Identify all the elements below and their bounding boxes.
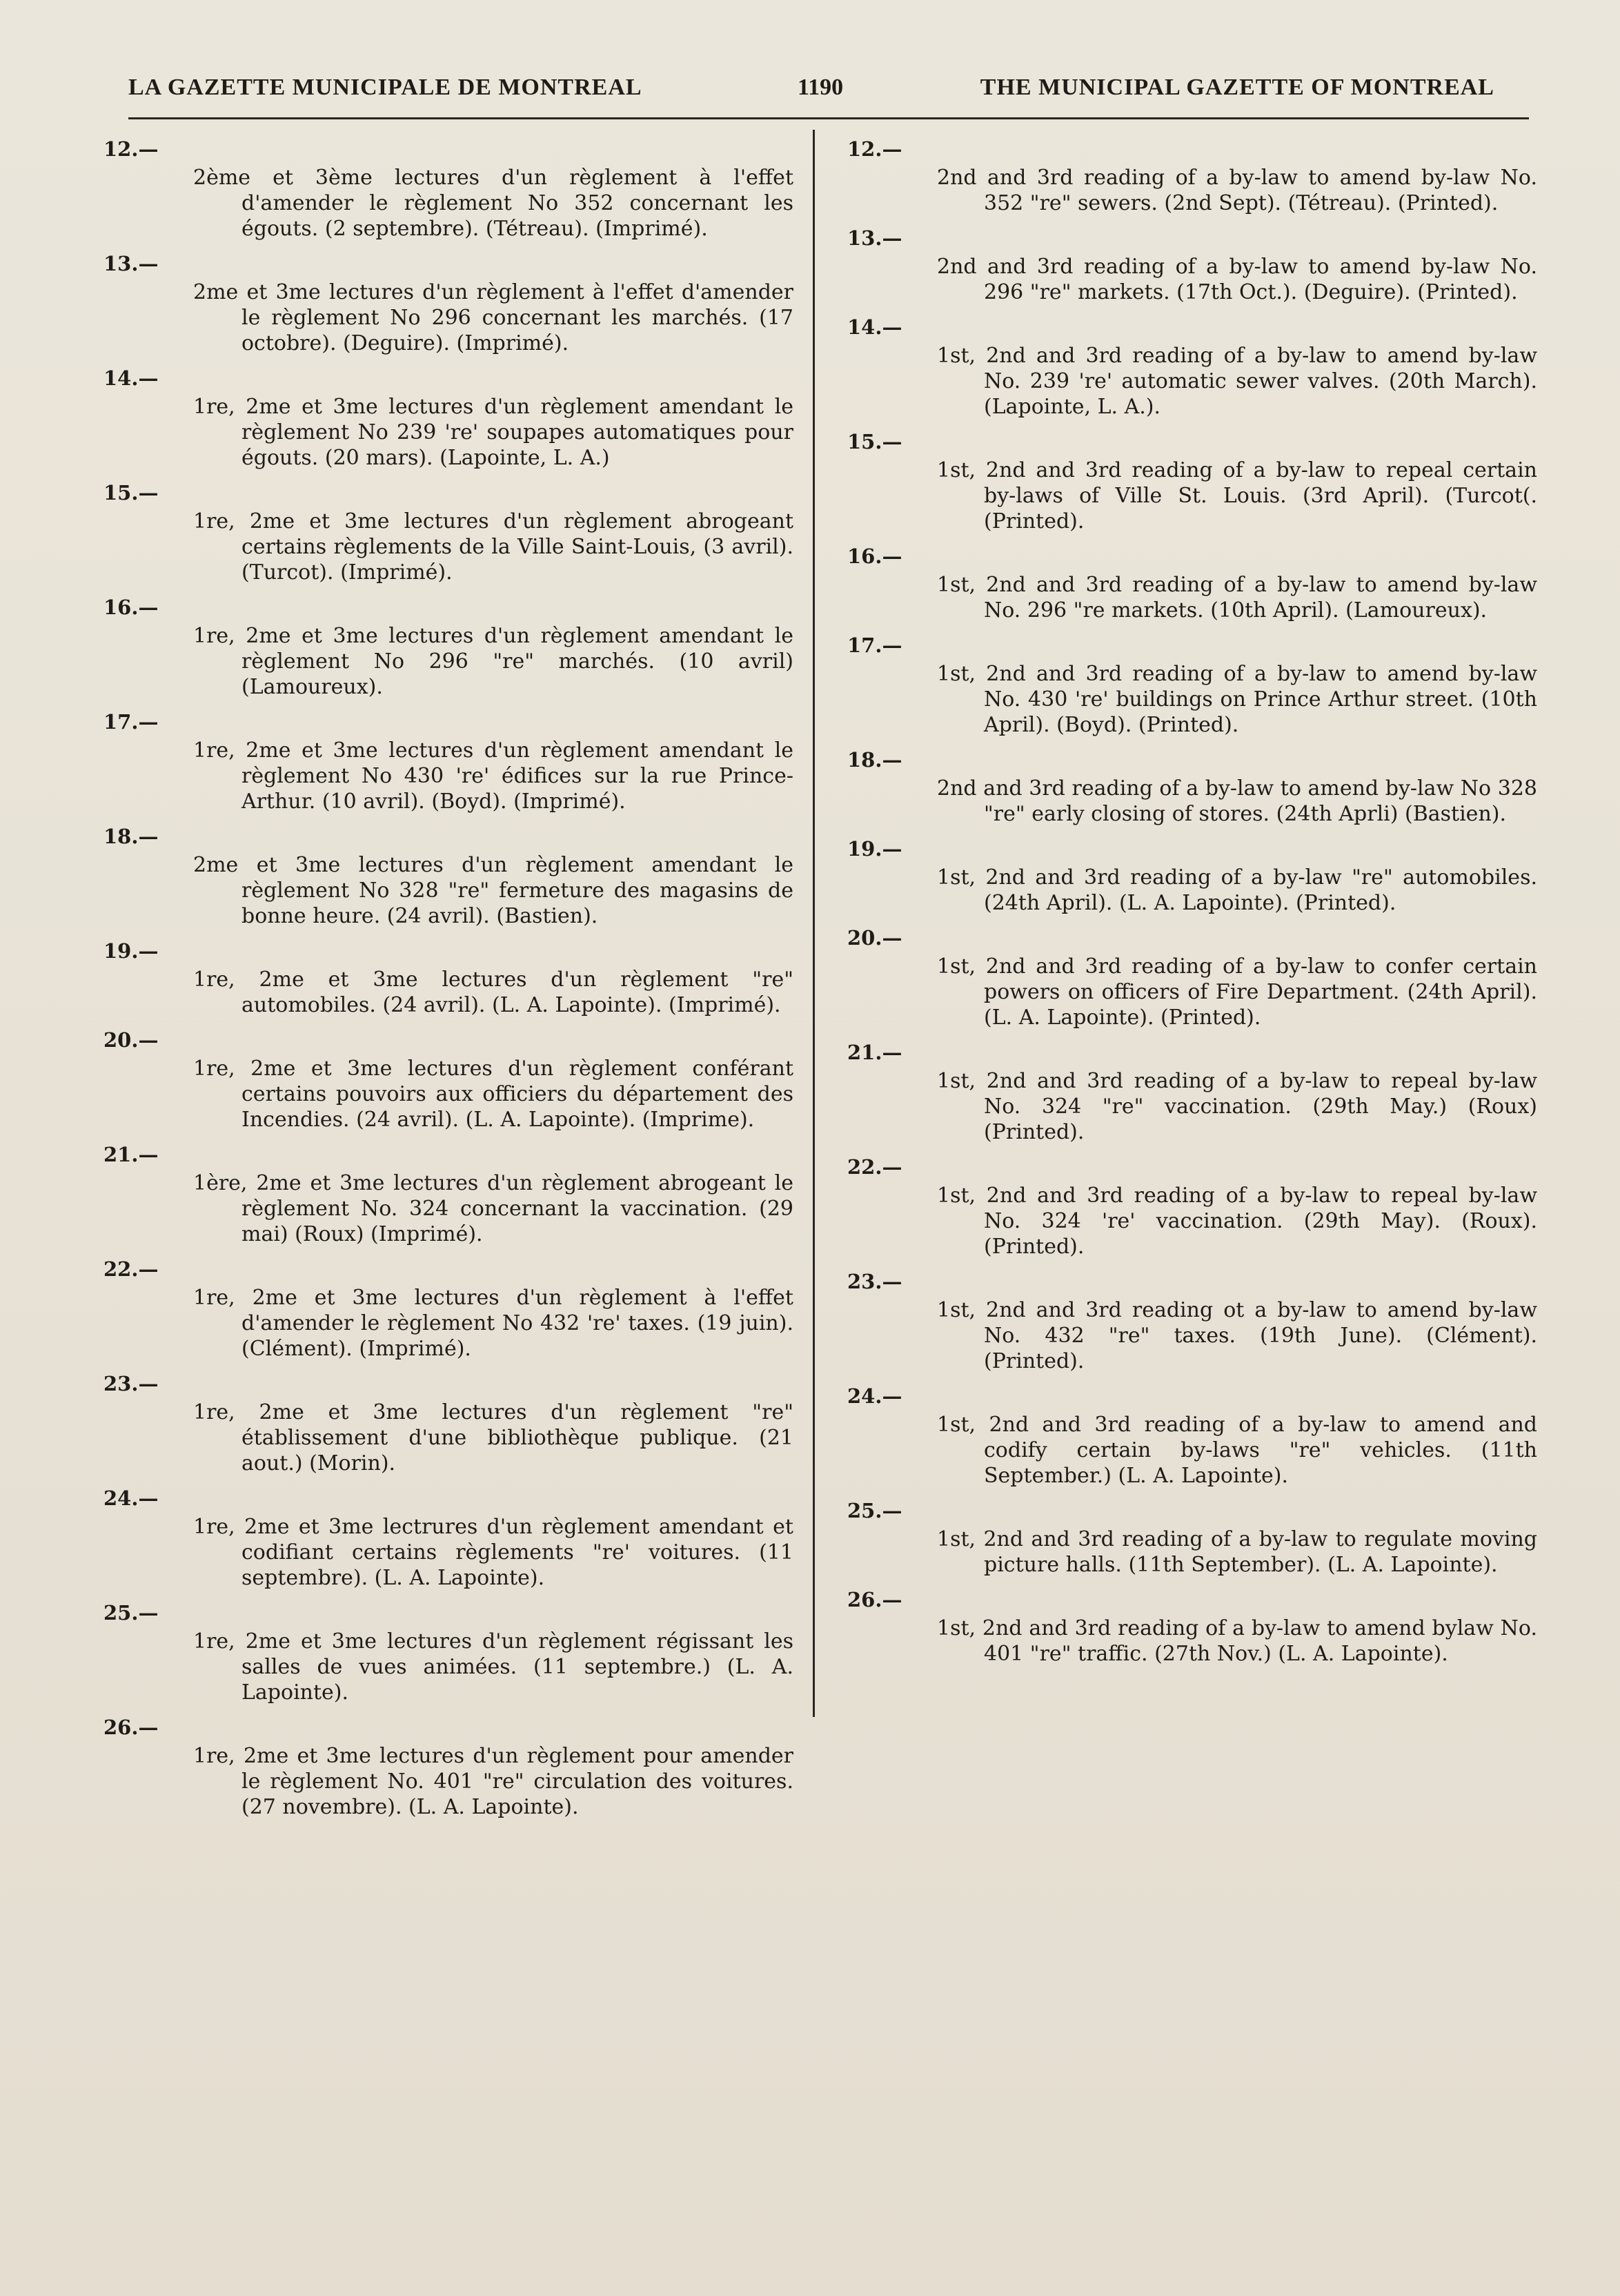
- french-entry-text: 1re, 2me et 3me lectures d'un règlement pour amender le règlement No. 401 "re" circulation des voitures. (27 novembre). (L. A. Lapointe).: [193, 1744, 793, 1819]
- french-entry: [103, 824, 793, 929]
- english-entry-text: 1st, 2nd and 3rd reading of a by-law to regulate moving picture halls. (11th September). (L. A. Lapointe).: [937, 1527, 1537, 1577]
- french-entry: [103, 251, 793, 356]
- french-entry: [103, 1257, 793, 1362]
- english-entry-text: 1st, 2nd and 3rd reading of a by-law to repeal certain by-laws of Ville St. Louis. (3rd April). (Turcot(. (Printed).: [937, 458, 1537, 533]
- french-entry-number: 20.—: [103, 1028, 159, 1052]
- english-entry-number: 14.—: [847, 315, 902, 339]
- french-entry-text: 1re, 2me et 3me lectures d'un règlement amendant le règlement No 239 're' soupapes automatiques pour égouts. (20 mars). (Lapointe, L. A.): [193, 395, 793, 470]
- french-entry-text: 1re, 2me et 3me lectures d'un règlement à l'effet d'amender le règlement No 432 're' taxes. (19 juin). (Clément). (Imprimé).: [193, 1286, 793, 1361]
- french-entry-number: 18.—: [103, 825, 159, 848]
- english-entry-text: 1st, 2nd and 3rd reading of a by-law to repeal by-law No. 324 "re" vaccination. (29th May.) (Roux) (Printed).: [937, 1069, 1537, 1144]
- french-entry-number: 21.—: [103, 1143, 159, 1166]
- french-entry-number: 17.—: [103, 710, 159, 734]
- french-entry-number: 14.—: [103, 366, 159, 390]
- french-entry-number: 23.—: [103, 1372, 159, 1395]
- english-entry: [847, 925, 1537, 1030]
- english-entry-number: 23.—: [847, 1270, 902, 1293]
- header-title-english: THE MUNICIPAL GAZETTE OF MONTREAL: [980, 75, 1494, 100]
- french-entry-number: 25.—: [103, 1601, 159, 1625]
- english-entry-text: 1st, 2nd and 3rd reading of a by-law to amend by-law No. 296 "re markets. (10th April). (Lamoureux).: [937, 573, 1537, 622]
- english-entry-number: 22.—: [847, 1155, 902, 1179]
- french-entry-text: 1re, 2me et 3me lectures d'un règlement conférant certains pouvoirs aux officiers du département des Incendies. (24 avril). (L. A. Lapointe). (Imprime).: [193, 1057, 793, 1132]
- french-entry-text: 1re, 2me et 3me lectures d'un règlement amendant le règlement No 430 're' édifices sur la rue Prince-Arthur. (10 avril). (Boyd). (Imprimé).: [193, 738, 793, 814]
- page-number: 1190: [798, 75, 844, 100]
- english-entry: [847, 1587, 1537, 1667]
- column-divider: [813, 130, 815, 1717]
- french-entry: [103, 480, 793, 585]
- french-entry-text: 1re, 2me et 3me lectures d'un règlement amendant le règlement No 296 "re" marchés. (10 avril) (Lamoureux).: [193, 624, 793, 699]
- english-entry-number: 26.—: [847, 1588, 902, 1611]
- english-entry: [847, 836, 1537, 916]
- english-entry: [847, 633, 1537, 738]
- french-entry: [103, 137, 793, 242]
- french-entry-text: 1re, 2me et 3me lectures d'un règlement "re" automobiles. (24 avril). (L. A. Lapointe). (Imprimé).: [193, 968, 793, 1017]
- english-entry-number: 20.—: [847, 926, 902, 950]
- french-column: [103, 137, 793, 1829]
- french-entry-number: 24.—: [103, 1486, 159, 1510]
- english-entry: [847, 1040, 1537, 1145]
- french-entry: [103, 709, 793, 814]
- english-entry: [847, 1498, 1537, 1578]
- french-entry-text: 1re, 2me et 3me lectures d'un règlement régissant les salles de vues animées. (11 septembre.) (L. A. Lapointe).: [193, 1629, 793, 1705]
- english-entry-number: 18.—: [847, 748, 902, 772]
- header-title-french: LA GAZETTE MUNICIPALE DE MONTREAL: [128, 75, 642, 100]
- english-entry-number: 19.—: [847, 837, 902, 861]
- french-entry-text: 2me et 3me lectures d'un règlement à l'effet d'amender le règlement No 296 concernant les marchés. (17 octobre). (Deguire). (Imprimé).: [193, 280, 793, 355]
- english-entry-number: 15.—: [847, 430, 902, 453]
- page-header: [128, 75, 1494, 109]
- english-entry: [847, 544, 1537, 623]
- english-entry-text: 2nd and 3rd reading of a by-law to amend by-law No. 352 "re" sewers. (2nd Sept). (Tétreau). (Printed).: [937, 166, 1537, 215]
- french-entry-text: 1re, 2me et 3me lectures d'un règlement "re" établissement d'une bibliothèque publique. (21 aout.) (Morin).: [193, 1400, 793, 1475]
- french-entry-number: 22.—: [103, 1257, 159, 1281]
- english-entry-text: 1st, 2nd and 3rd reading of a by-law to amend and codify certain by-laws "re" vehicles. (11th September.) (L. A. Lapointe).: [937, 1413, 1537, 1488]
- english-entry: [847, 1384, 1537, 1489]
- english-entry-number: 17.—: [847, 634, 902, 657]
- english-entry-text: 1st, 2nd and 3rd reading of a by-law "re" automobiles. (24th April). (L. A. Lapointe). (Printed).: [937, 865, 1537, 915]
- english-entry-text: 1st, 2nd and 3rd reading of a by-law to amend by-law No. 430 're' buildings on Prince Arthur street. (10th April). (Boyd). (Printed).: [937, 662, 1537, 737]
- english-entry-text: 1st, 2nd and 3rd reading of a by-law to confer certain powers on officers of Fire Department. (24th April). (L. A. Lapointe). (Printed).: [937, 954, 1537, 1030]
- english-entry: [847, 429, 1537, 534]
- english-entry: [847, 137, 1537, 216]
- french-entry: [103, 1142, 793, 1247]
- english-entry-text: 2nd and 3rd reading of a by-law to amend by-law No. 296 "re" markets. (17th Oct.). (Deguire). (Printed).: [937, 255, 1537, 304]
- french-entry-text: 2me et 3me lectures d'un règlement amendant le règlement No 328 "re" fermeture des magasins de bonne heure. (24 avril). (Bastien).: [193, 853, 793, 928]
- french-entry: [103, 1600, 793, 1705]
- english-entry: [847, 1269, 1537, 1374]
- english-column: [847, 137, 1537, 1676]
- english-entry-text: 1st, 2nd and 3rd reading ot a by-law to amend by-law No. 432 "re" taxes. (19th June). (Clément). (Printed).: [937, 1298, 1537, 1373]
- french-entry-text: 1re, 2me et 3me lectrures d'un règlement amendant et codifiant certains règlements "re' voitures. (11 septembre). (L. A. Lapointe).: [193, 1515, 793, 1590]
- english-entry-text: 1st, 2nd and 3rd reading of a by-law to amend bylaw No. 401 "re" traffic. (27th Nov.) (L. A. Lapointe).: [937, 1616, 1537, 1666]
- french-entry: [103, 595, 793, 700]
- french-entry-number: 15.—: [103, 481, 159, 504]
- french-entry-number: 13.—: [103, 252, 159, 275]
- french-entry: [103, 1028, 793, 1132]
- french-entry-number: 26.—: [103, 1716, 159, 1739]
- english-entry: [847, 747, 1537, 827]
- english-entry-number: 21.—: [847, 1041, 902, 1064]
- french-entry: [103, 1486, 793, 1591]
- english-entry-number: 16.—: [847, 544, 902, 568]
- french-entry-number: 16.—: [103, 596, 159, 619]
- header-rule: [128, 117, 1529, 119]
- english-entry: [847, 226, 1537, 305]
- english-entry-number: 12.—: [847, 137, 902, 161]
- english-entry-text: 1st, 2nd and 3rd reading of a by-law to repeal by-law No. 324 're' vaccination. (29th May). (Roux). (Printed).: [937, 1184, 1537, 1259]
- french-entry-text: 1re, 2me et 3me lectures d'un règlement abrogeant certains règlements de la Ville Saint-Louis, (3 avril). (Turcot). (Imprimé).: [193, 509, 793, 585]
- french-entry: [103, 939, 793, 1018]
- english-entry: [847, 1155, 1537, 1259]
- english-entry-text: 1st, 2nd and 3rd reading of a by-law to amend by-law No. 239 're' automatic sewer valves. (20th March). (Lapointe, L. A.).: [937, 344, 1537, 419]
- french-entry-number: 19.—: [103, 939, 159, 963]
- french-entry: [103, 1371, 793, 1476]
- english-entry-number: 13.—: [847, 226, 902, 250]
- french-entry-text: 2ème et 3ème lectures d'un règlement à l'effet d'amender le règlement No 352 concernant les égouts. (2 septembre). (Tétreau). (Imprimé).: [193, 166, 793, 241]
- french-entry-number: 12.—: [103, 137, 159, 161]
- english-entry-text: 2nd and 3rd reading of a by-law to amend by-law No 328 "re" early closing of stores. (24th Aprli) (Bastien).: [937, 776, 1537, 826]
- english-entry: [847, 315, 1537, 420]
- english-entry-number: 24.—: [847, 1384, 902, 1408]
- french-entry: [103, 1715, 793, 1820]
- french-entry: [103, 366, 793, 471]
- english-entry-number: 25.—: [847, 1499, 902, 1522]
- french-entry-text: 1ère, 2me et 3me lectures d'un règlement abrogeant le règlement No. 324 concernant la vaccination. (29 mai) (Roux) (Imprimé).: [193, 1171, 793, 1246]
